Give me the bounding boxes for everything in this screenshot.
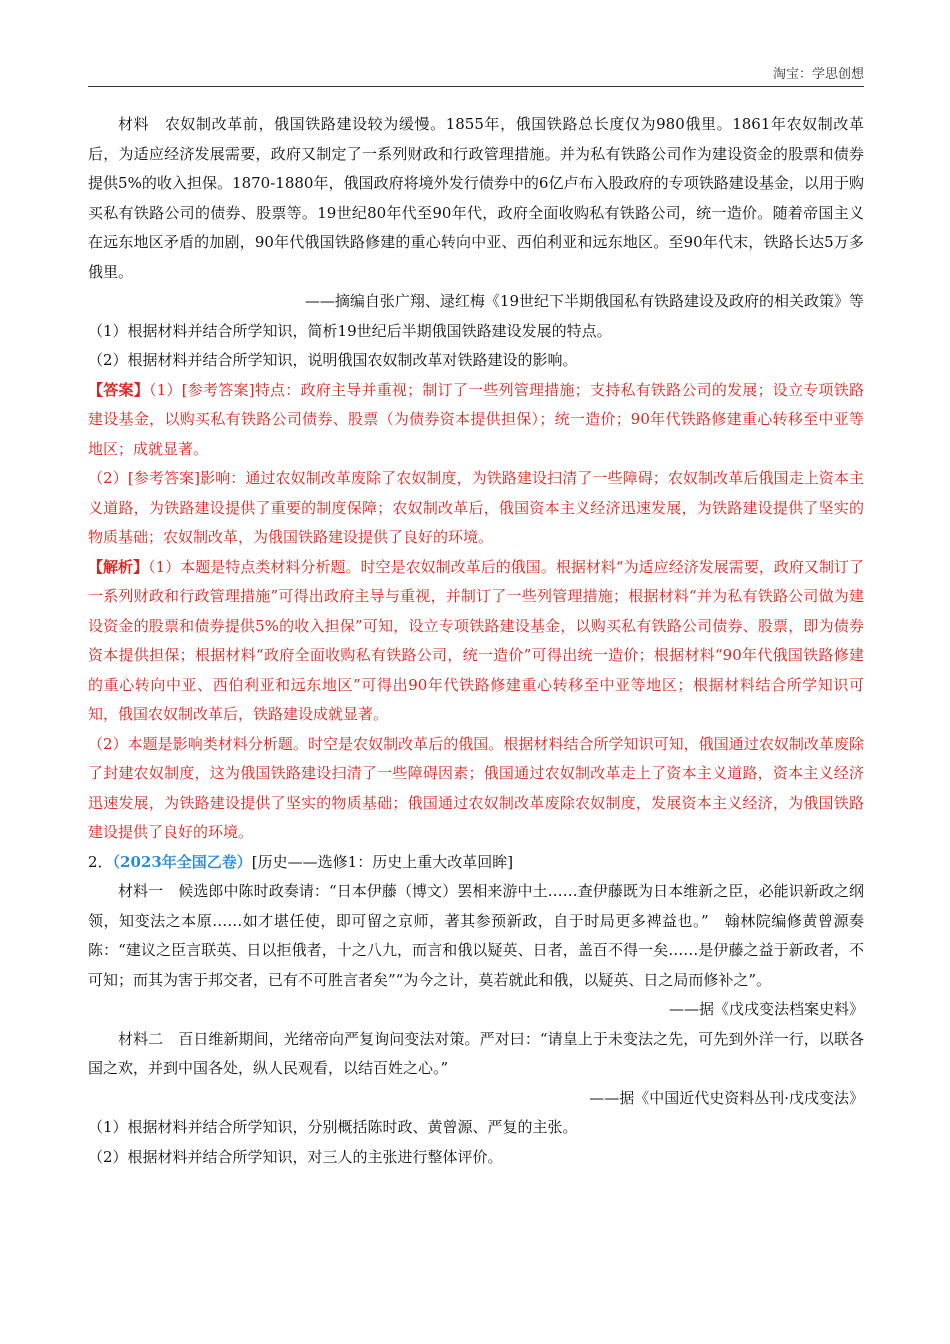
q1-analysis-1 <box>88 553 864 730</box>
q1-source: ——摘编自张广翔、逯红梅《19世纪下半期俄国私有铁路建设及政府的相关政策》等 <box>304 292 864 310</box>
q1-question-2: （2）根据材料并结合所学知识，说明俄国农奴制改革对铁路建设的影响。 <box>88 351 578 369</box>
q2-source-2: ——据《中国近代史资料丛刊·戊戌变法》 <box>589 1088 864 1107</box>
analysis-label: 【解析】 <box>88 557 149 576</box>
q2-exam-tag: （2023年全国乙卷） <box>112 852 252 871</box>
q2-question-1: （1）根据材料并结合所学知识，分别概括陈时政、黄曾源、严复的主张。 <box>88 1118 578 1136</box>
q1-material: 材料 农奴制改革前，俄国铁路建设较为缓慢。1855年，俄国铁路总长度仅为980俄里。1861年农奴制改革后，为适应经济发展需要，政府又制定了一系列财政和行政管理措施。并为私有铁路公司作为建设资金的股票和债券提供5%的收入担保。1870-1880年，俄国政府将境外发行债券中的6亿卢布入股政府的专项铁路建设基金，以用于购买私有铁路公司的债券、股票等。19世纪80年代至90年代，政府全面收购私有铁路公司，统一造价。随着帝国主义在远东地区矛盾的加剧，90年代俄国铁路修建的重心转向中亚、西伯利亚和远东地区。至90年代末，铁路长达5万多俄里。 <box>88 115 864 281</box>
q2-title: [历史——选修1：历史上重大改革回眸] <box>251 852 514 871</box>
q2-heading <box>88 848 864 878</box>
q1-question-1: （1）根据材料并结合所学知识，简析19世纪后半期俄国铁路建设发展的特点。 <box>88 321 612 340</box>
q2-number: 2． <box>88 852 113 871</box>
q2-material-1: 材料一 候选郎中陈时政奏请：“日本伊藤（博文）罢相来游中土……查伊藤既为日本维新之臣，必能识新政之纲领，知变法之本原……如才堪任使，即可留之京师，著其参预新政，自于时局更多裨益也。” 翰林院编修黄曾源奏陈：“建议之臣言联英、日以拒俄者，十之八九，而言和俄以疑英、日者，盖百不得一矣……是伊藤之益于新政者，不可知；而其为害于邦交者，已有不可胜言者矣”“为今之计，莫若就此和俄，以疑英、日之局而修补之”。 <box>88 882 864 989</box>
q1-answer-1 <box>88 376 864 465</box>
analysis-1-text: （1）本题是特点类材料分析题。时空是农奴制改革后的俄国。根据材料“为适应经济发展需要，政府又制订了一系列财政和行政管理措施”可得出政府主导与重视，并制订了一些列管理措施；根据材料“并为私有铁路公司做为建设资金的股票和债券提供5%的收入担保”可知，设立专项铁路建设基金，以购买私有铁路公司债券、股票，即为债券资本提供担保；根据材料“政府全面收购私有铁路公司，统一造价”可得出统一造价；根据材料“90年代俄国铁路修建的重心转向中亚、西伯利亚和远东地区”可得出90年代铁路修建重心转移至中亚等地区；根据材料结合所学知识可知，俄国农奴制改革后，铁路建设成就显著。 <box>88 557 864 723</box>
header-text: 淘宝：学思创想 <box>772 67 864 82</box>
q1-answer-2: （2）[参考答案]影响：通过农奴制改革废除了农奴制度，为铁路建设扫清了一些障碍；农奴制改革后俄国走上资本主义道路，为铁路建设提供了重要的制度保障；农奴制改革后，俄国资本主义经济迅速发展，为铁路建设提供了坚实的物质基础；农奴制改革，为俄国铁路建设提供了良好的环境。 <box>88 469 864 546</box>
document-body <box>88 110 864 1172</box>
q2-source-1: ——据《戊戌变法档案史料》 <box>668 1000 864 1018</box>
page-header <box>88 66 864 87</box>
q1-analysis-2: （2）本题是影响类材料分析题。时空是农奴制改革后的俄国。根据材料结合所学知识可知，俄国通过农奴制改革废除了封建农奴制度，这为俄国铁路建设扫清了一些障碍因素；俄国通过农奴制改革走上了资本主义道路，资本主义经济迅速发展，为铁路建设提供了坚实的物质基础；俄国通过农奴制改革废除农奴制度，发展资本主义经济，为俄国铁路建设提供了良好的环境。 <box>88 734 864 841</box>
answer-1-text: （1）[参考答案]特点：政府主导并重视；制订了一些列管理措施；支持私有铁路公司的发展；设立专项铁路建设基金，以购买私有铁路公司债券、股票（为债券资本提供担保）；统一造价；90年代铁路修建重心转移至中亚等地区；成就显著。 <box>88 380 864 458</box>
answer-label: 【答案】 <box>88 380 149 399</box>
q2-question-2: （2）根据材料并结合所学知识，对三人的主张进行整体评价。 <box>88 1147 503 1166</box>
q2-material-2: 材料二 百日维新期间，光绪帝向严复询问变法对策。严对曰：“请皇上于未变法之先，可先到外洋一行，以联各国之欢，并到中国各处，纵人民观看，以结百姓之心。” <box>88 1029 864 1077</box>
